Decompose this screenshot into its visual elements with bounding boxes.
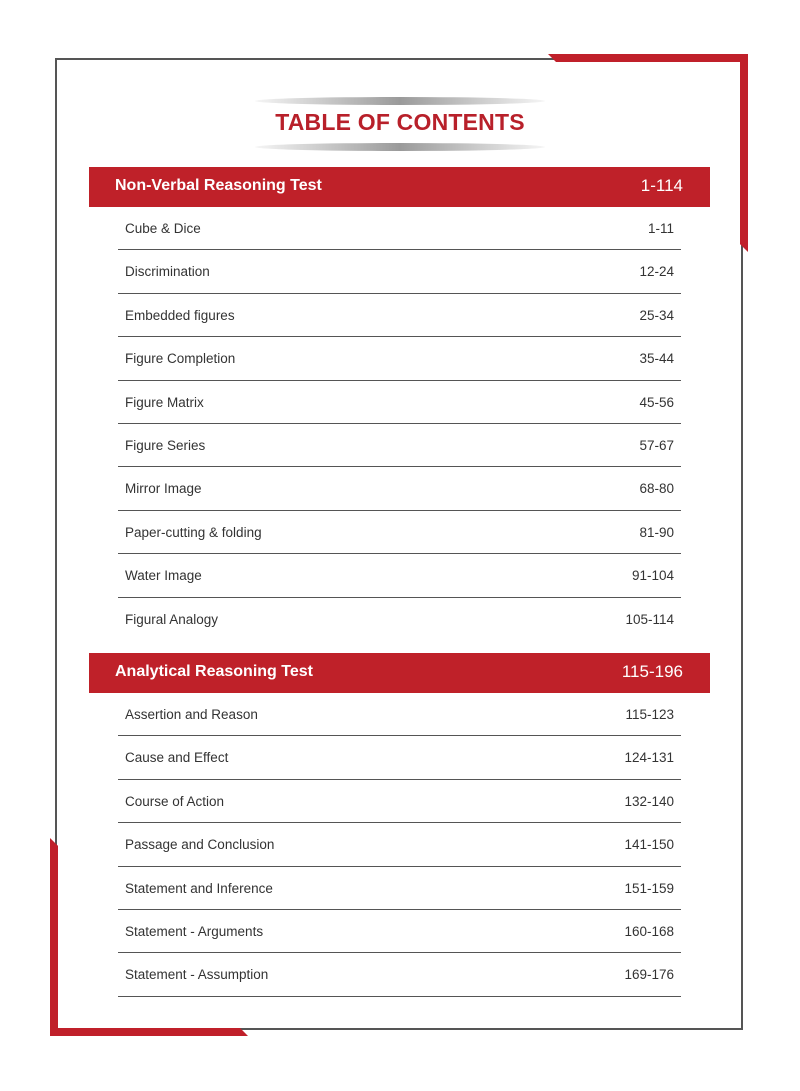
toc-entry-label: Assertion and Reason [125,707,258,722]
toc-entry-pages: 45-56 [639,394,674,410]
toc-entry-pages: 35-44 [639,351,674,367]
corner-accent-bottom-left [50,1028,248,1036]
toc-entry-pages: 81-90 [639,524,674,540]
toc-entry[interactable] [118,467,681,510]
toc-entry-label: Figure Matrix [125,394,204,410]
toc-entry-label: Figural Analogy [125,611,219,627]
toc-entry-label: Discrimination [125,264,210,280]
toc-entry-label: Cause and Effect [125,750,229,766]
toc-entry[interactable] [118,337,681,380]
title-block [255,97,545,151]
toc-entry-pages: 160-168 [624,923,674,939]
corner-accent-top-right [548,54,748,62]
toc-entry-label: Passage and Conclusion [125,837,275,853]
toc-entry-pages: 151-159 [624,880,674,896]
toc-entry-pages: 1-11 [647,221,674,236]
toc-entry[interactable] [118,953,681,996]
section-pages: 115-196 [621,662,683,681]
corner-accent-top-right-vertical [740,54,748,252]
toc-entry[interactable] [118,511,681,554]
title-swoosh-top [255,97,545,105]
toc-entry[interactable] [118,250,681,293]
toc-entry[interactable] [118,867,681,910]
toc-entry[interactable] [118,823,681,866]
toc-entry-label: Statement - Assumption [125,967,269,983]
section-header-non-verbal[interactable] [89,167,710,207]
toc-entry-pages: 57-67 [639,437,674,453]
toc-entry-pages: 169-176 [624,967,674,983]
toc-entry-pages: 115-123 [625,707,674,722]
toc-entry-label: Water Image [125,568,202,584]
toc-entry-label: Statement - Arguments [125,923,264,939]
corner-accent-bottom-left-vertical [50,838,58,1036]
toc-entry-pages: 91-104 [631,568,674,584]
toc-entry-label: Figure Series [125,437,206,453]
section-pages: 1-114 [640,176,683,195]
toc-entry[interactable] [118,294,681,337]
toc-entry[interactable] [118,554,681,597]
toc-entry[interactable] [118,736,681,779]
section-list-non-verbal [118,207,681,641]
toc-entry-pages: 12-24 [639,264,674,280]
page-title: TABLE OF CONTENTS [275,109,525,135]
toc-entry-pages: 132-140 [624,793,674,809]
toc-entry-pages: 141-150 [624,837,674,853]
toc-entry[interactable] [118,693,681,736]
toc-entry[interactable] [118,424,681,467]
section-header-analytical[interactable] [89,653,710,693]
toc-entry[interactable] [118,910,681,953]
toc-entry-pages: 25-34 [639,307,674,323]
toc-entry-label: Course of Action [125,793,225,809]
toc-entry[interactable] [118,780,681,823]
toc-entry-label: Cube & Dice [125,221,201,236]
toc-entry-pages: 124-131 [624,750,674,766]
section-list-analytical [118,693,681,997]
toc-entry-label: Embedded figures [125,307,235,323]
toc-entry-label: Paper-cutting & folding [125,524,262,540]
toc-entry-pages: 68-80 [639,481,674,497]
toc-entry-label: Mirror Image [125,481,202,497]
toc-entry-pages: 105-114 [625,611,674,627]
toc-entry[interactable] [118,207,681,250]
toc-entry-label: Statement and Inference [125,880,273,896]
section-title: Non-Verbal Reasoning Test [115,177,322,194]
toc-entry[interactable] [118,381,681,424]
title-swoosh-bottom [255,143,545,151]
toc-entry[interactable] [118,598,681,641]
toc-entry-label: Figure Completion [125,351,236,367]
section-title: Analytical Reasoning Test [115,663,313,680]
